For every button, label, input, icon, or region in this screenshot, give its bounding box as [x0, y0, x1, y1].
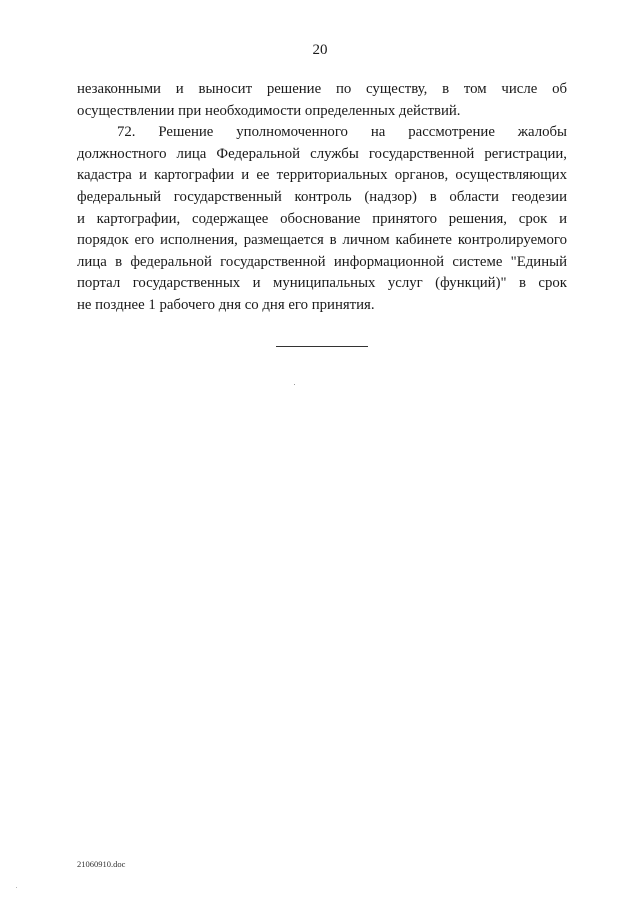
- scan-speck: [294, 384, 295, 385]
- text-line: лица в федеральной государственной информационной системе "Единый: [77, 253, 567, 270]
- body-text: [77, 79, 567, 317]
- text-line: должностного лица Федеральной службы государственной регистрации,: [77, 145, 567, 162]
- text-line: осуществлении при необходимости определенных действий.: [77, 102, 461, 119]
- text-line: портал государственных и муниципальных услуг (функций)" в срок: [77, 275, 567, 292]
- footer-doc-code: 21060910.doc: [77, 859, 126, 869]
- paragraph-72-first-line: 72. Решение уполномоченного на рассмотрение жалобы: [117, 124, 567, 141]
- text-line: порядок его исполнения, размещается в личном кабинете контролируемого: [77, 232, 567, 249]
- text-line: незаконными и выносит решение по существу, в том числе об: [77, 81, 567, 97]
- text-line: федеральный государственный контроль (надзор) в области геодезии: [77, 188, 567, 205]
- text-line: и картографии, содержащее обоснование принятого решения, срок и: [77, 210, 567, 227]
- end-separator-line: [276, 346, 368, 347]
- text-line: не позднее 1 рабочего дня со дня его принятия.: [77, 296, 375, 313]
- text-line: кадастра и картографии и ее территориальных органов, осуществляющих: [77, 167, 567, 184]
- page-number: 20: [312, 42, 328, 58]
- scan-speck: [16, 887, 17, 888]
